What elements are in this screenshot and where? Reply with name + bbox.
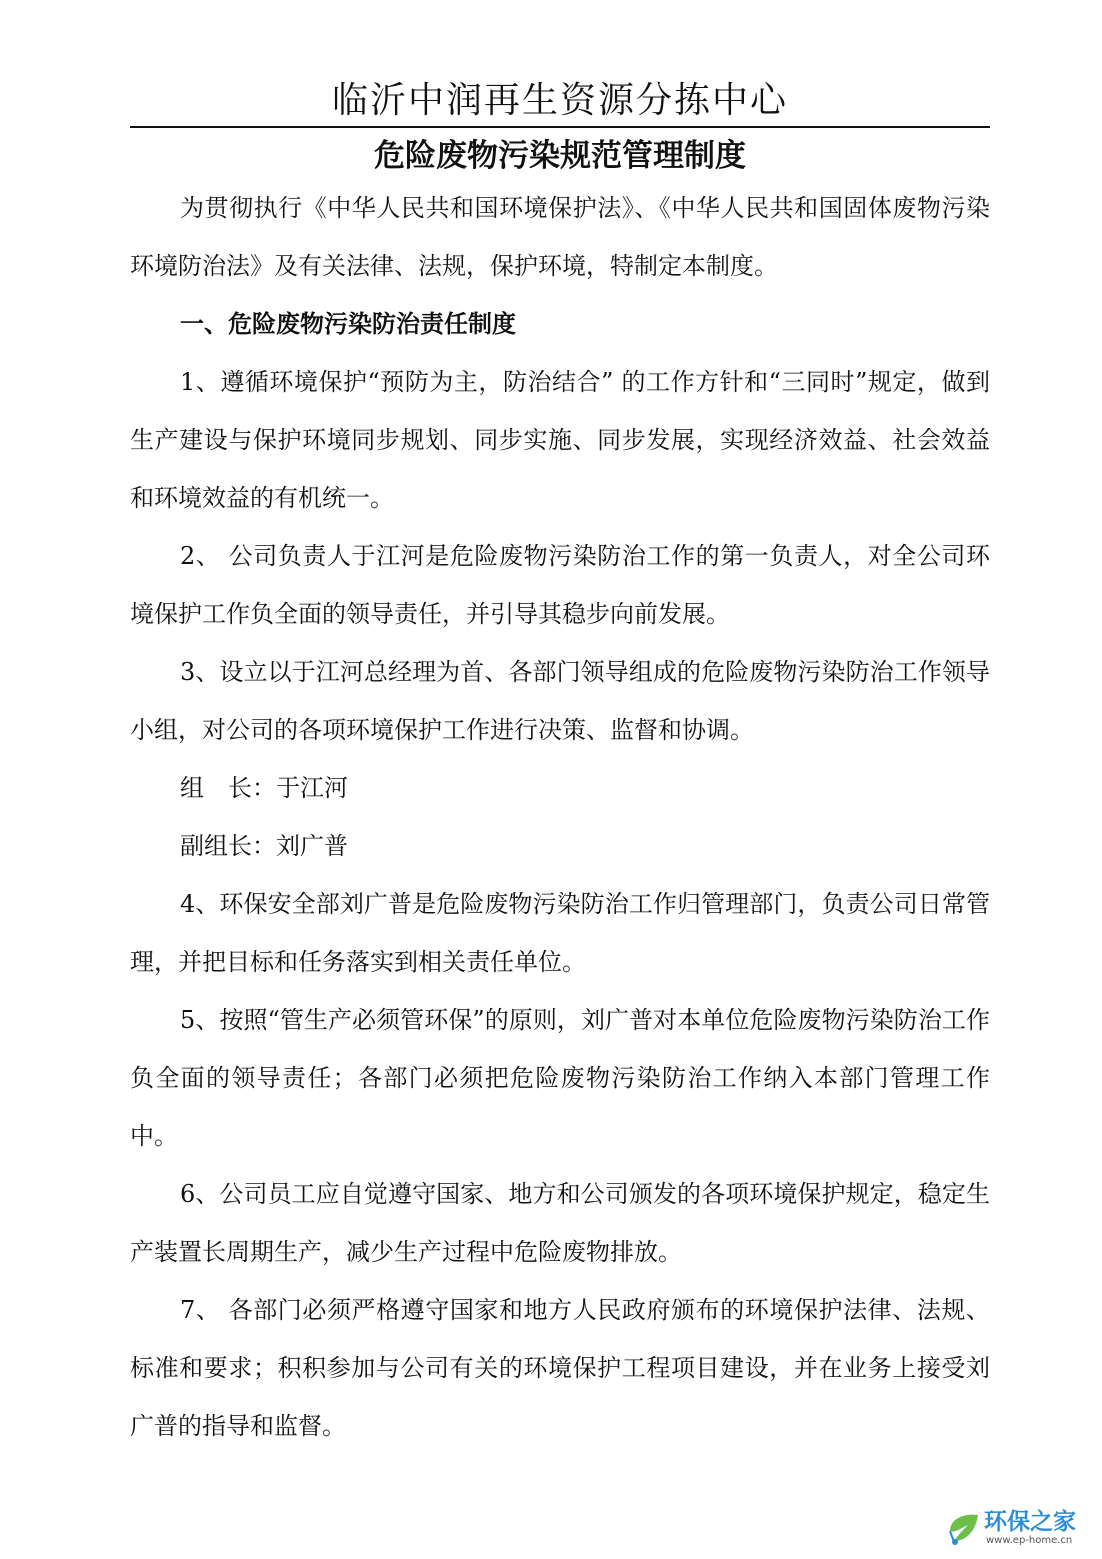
clause-5: 5、按照“管生产必须管环保”的原则，刘广普对本单位危险废物污染防治工作负全面的领导责任；各部门必须把危险废物污染防治工作纳入本部门管理工作中。 [130,1006,990,1150]
team-deputy-leader: 副组长：刘广普 [180,832,348,860]
clause-7: 7、 各部门必须严格遵守国家和地方人民政府颁布的环境保护法律、法规、标准和要求；积积参加与公司有关的环境保护工程项目建设，并在业务上接受刘广普的指导和监督。 [130,1296,990,1440]
leaf-logo-icon [946,1511,982,1547]
section-heading: 一、危险废物污染防治责任制度 [180,310,516,338]
clause-6: 6、公司员工应自觉遵守国家、地方和公司颁发的各项环境保护规定，稳定生产装置长周期生产，减少生产过程中危险废物排放。 [130,1180,990,1266]
header-divider [130,126,990,128]
clause-1: 1、遵循环境保护“预防为主，防治结合” 的工作方针和“三同时”规定，做到生产建设与保护环境同步规划、同步实施、同步发展，实现经济效益、社会效益和环境效益的有机统一。 [130,368,990,512]
site-watermark [944,1507,1094,1553]
watermark-url: www.ep-home.cn [986,1535,1073,1546]
clause-3: 3、设立以于江河总经理为首、各部门领导组成的危险废物污染防治工作领导小组，对公司的各项环境保护工作进行决策、监督和协调。 [130,658,990,744]
organization-header: 临沂中润再生资源分拣中心 [331,80,788,121]
document-title: 危险废物污染规范管理制度 [374,138,746,174]
team-leader: 组 长：于江河 [180,774,348,802]
clause-2: 2、 公司负责人于江河是危险废物污染防治工作的第一负责人，对全公司环境保护工作负全面的领导责任，并引导其稳步向前发展。 [130,542,990,628]
intro-paragraph: 为贯彻执行《中华人民共和国环境保护法》、《中华人民共和国固体废物污染环境防治法》及有关法律、法规，保护环境，特制定本制度。 [130,194,990,280]
watermark-name: 环保之家 [984,1509,1076,1535]
clause-4: 4、环保安全部刘广普是危险废物污染防治工作归管理部门，负责公司日常管理，并把目标和任务落实到相关责任单位。 [130,890,990,976]
document-body [130,179,990,1455]
